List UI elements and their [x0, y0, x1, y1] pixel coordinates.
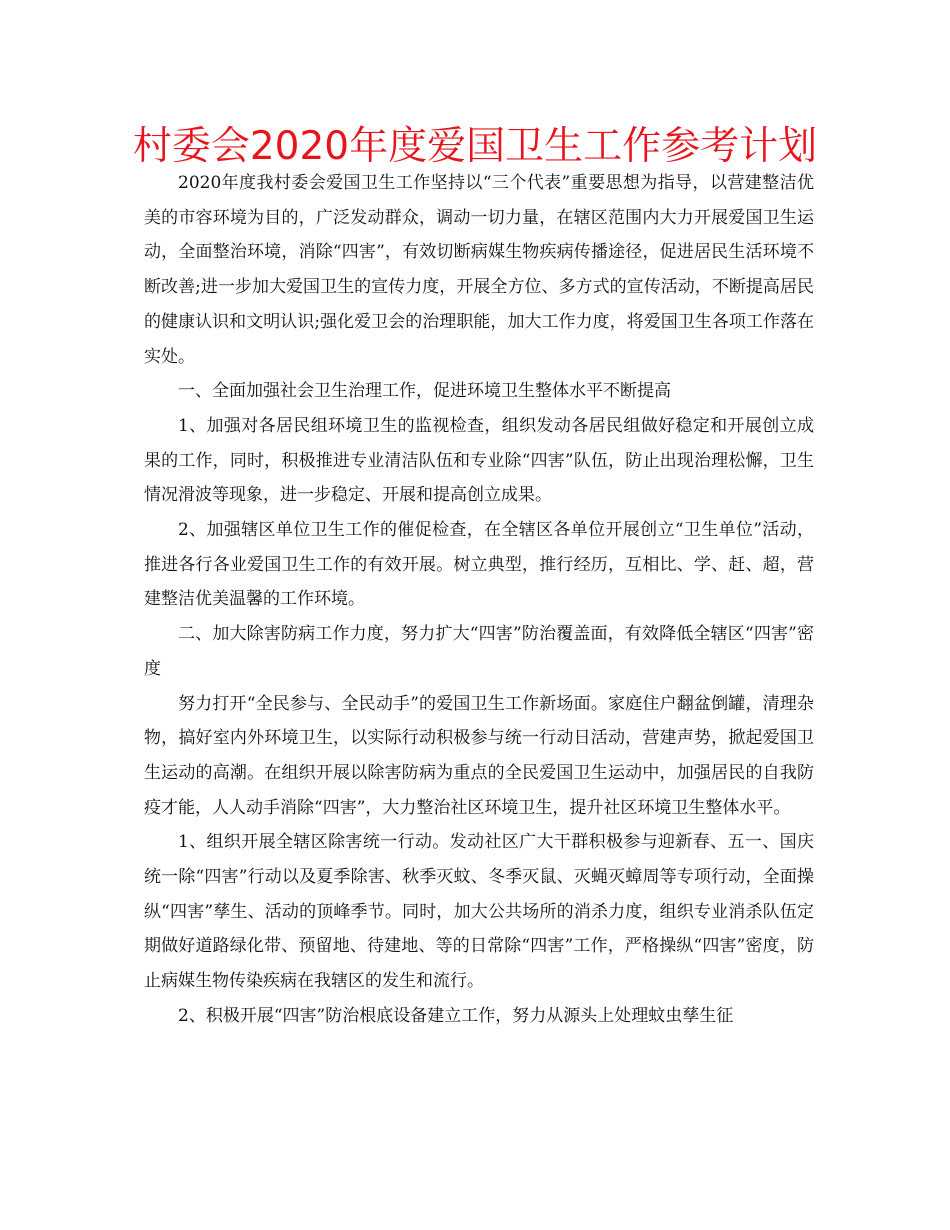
paragraph-intro: 2020年度我村委会爱国卫生工作坚持以“三个代表”重要思想为指导，以营建整洁优美的市容环境为目的，广泛发动群众，调动一切力量，在辖区范围内大力开展爱国卫生运动，全面整治环境，消除“四害”，有效切断病媒生物疾病传播途径，促进居民生活环境不断改善;进一步加大爱国卫生的宣传力度，开展全方位、多方式的宣传活动，不断提高居民的健康认识和文明认识;强化爱卫会的治理职能，加大工作力度，将爱国卫生各项工作落在实处。	[144, 173, 814, 367]
document-body	[144, 166, 814, 1034]
section-heading-2: 二、加大除害防病工作力度，努力扩大“四害”防治覆盖面，有效降低全辖区“四害”密度	[144, 624, 814, 679]
paragraph-2-2: 2、积极开展“四害”防治根底设备建立工作，努力从源头上处理蚊虫孳生征	[178, 1005, 734, 1026]
paragraph-2-1: 1、组织开展全辖区除害统一行动。发动社区广大干群积极参与迎新春、五一、国庆统一除“四害”行动以及夏季除害、秋季灭蚊、冬季灭鼠、灭蝇灭蟑周等专项行动，全面操纵“四害”孳生、活动的顶峰季节。同时，加大公共场所的消杀力度，组织专业消杀队伍定期做好道路绿化带、预留地、待建地、等的日常除“四害”工作，严格操纵“四害”密度，防止病媒生物传染疾病在我辖区的发生和流行。	[144, 832, 814, 992]
paragraph-2-intro: 努力打开“全民参与、全民动手”的爱国卫生工作新场面。家庭住户翻盆倒罐，清理杂物，搞好室内外环境卫生，以实际行动积极参与统一行动日活动，营建声势，掀起爱国卫生运动的高潮。在组织开展以除害防病为重点的全民爱国卫生运动中，加强居民的自我防疫才能，人人动手消除“四害”，大力整治社区环境卫生，提升社区环境卫生整体水平。	[144, 693, 814, 818]
paragraph-1-2: 2、加强辖区单位卫生工作的催促检查，在全辖区各单位开展创立“卫生单位”活动，推进各行各业爱国卫生工作的有效开展。树立典型，推行经历，互相比、学、赶、超，营建整洁优美温馨的工作环境。	[144, 520, 814, 610]
section-heading-1: 一、全面加强社会卫生治理工作，促进环境卫生整体水平不断提高	[178, 381, 671, 402]
document-title: 村委会2020年度爱国卫生工作参考计划	[132, 124, 818, 169]
paragraph-1-1: 1、加强对各居民组环境卫生的监视检查，组织发动各居民组做好稳定和开展创立成果的工作，同时，积极推进专业清洁队伍和专业除“四害”队伍，防止出现治理松懈，卫生情况滑波等现象，进一步稳定、开展和提高创立成果。	[144, 415, 814, 506]
